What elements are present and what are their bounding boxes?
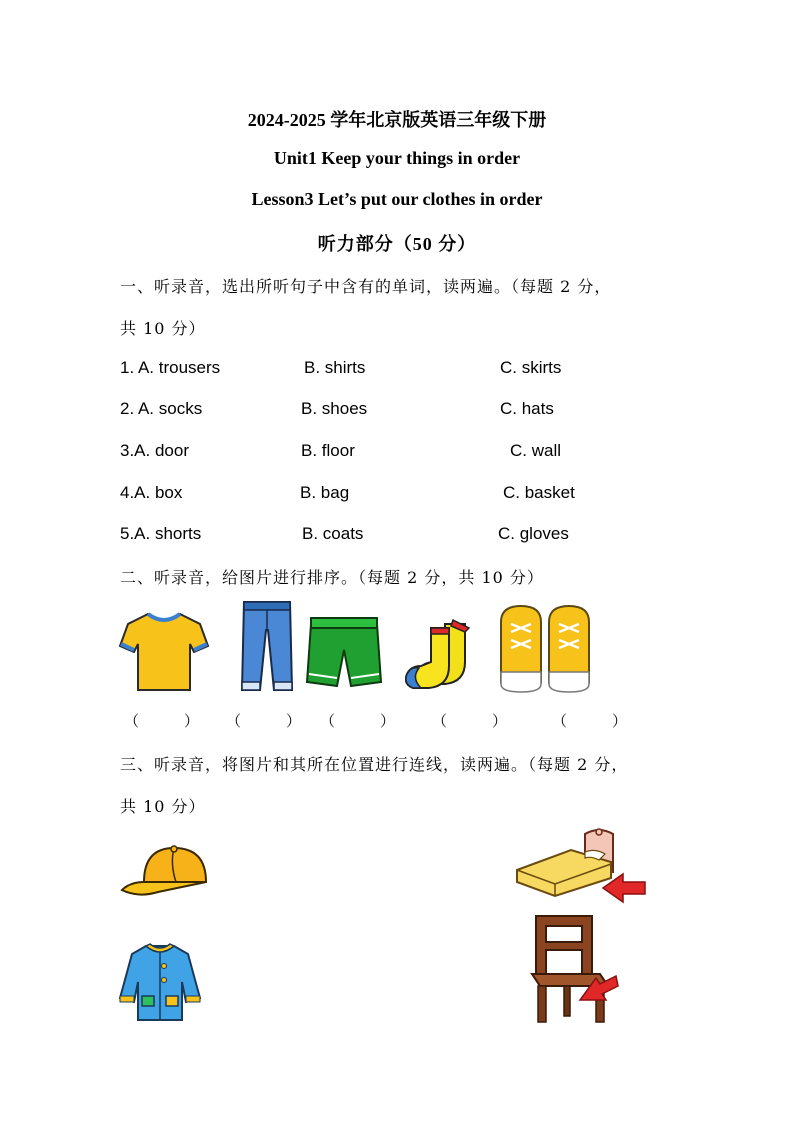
q3-option-b: B. floor bbox=[301, 441, 355, 460]
q5-option-a: 5.A. shorts bbox=[120, 524, 202, 543]
part1-instruction-line1: 一、听录音，选出所听句子中含有的单词，读两遍。（每题 2 分， bbox=[120, 277, 612, 296]
answer-blank-3[interactable]: （ ） bbox=[320, 712, 396, 730]
part2-instruction: 二、听录音，给图片进行排序。（每题 2 分，共 10 分） bbox=[120, 568, 544, 587]
q3-option-a: 3.A. door bbox=[120, 441, 189, 460]
cap-icon[interactable] bbox=[118, 842, 212, 902]
socks-icon bbox=[405, 618, 487, 692]
answer-blank-5[interactable]: （ ） bbox=[552, 712, 628, 730]
answer-blank-1[interactable]: （ ） bbox=[124, 712, 200, 730]
q3-option-c: C. wall bbox=[510, 441, 562, 460]
q4-option-c: C. basket bbox=[503, 483, 575, 502]
jeans-icon bbox=[238, 600, 296, 694]
q5-option-b: B. coats bbox=[302, 524, 364, 543]
q4-option-b: B. bag bbox=[300, 483, 350, 502]
coat-icon[interactable] bbox=[118, 940, 202, 1024]
q4-option-a: 4.A. box bbox=[120, 483, 183, 502]
shorts-icon bbox=[305, 616, 383, 690]
section-title: 听力部分（50 分） bbox=[317, 234, 477, 254]
answer-blank-4[interactable]: （ ） bbox=[432, 712, 508, 730]
lesson-title: Lesson3 Let’s put our clothes in order bbox=[251, 189, 543, 209]
q1-option-c: C. skirts bbox=[500, 358, 562, 377]
part1-instruction-line2: 共 10 分） bbox=[120, 319, 206, 338]
q1-option-b: B. shirts bbox=[304, 358, 366, 377]
chair-icon[interactable] bbox=[530, 914, 626, 1024]
q2-option-a: 2. A. socks bbox=[120, 399, 203, 418]
part3-instruction-line1: 三、听录音，将图片和其所在位置进行连线，读两遍。（每题 2 分， bbox=[120, 755, 629, 774]
sneakers-icon bbox=[497, 602, 593, 694]
q5-option-c: C. gloves bbox=[498, 524, 569, 543]
q2-option-b: B. shoes bbox=[301, 399, 368, 418]
answer-blank-2[interactable]: （ ） bbox=[226, 712, 302, 730]
bed-icon[interactable] bbox=[515, 826, 647, 906]
q2-option-c: C. hats bbox=[500, 399, 554, 418]
part3-instruction-line2: 共 10 分） bbox=[120, 797, 206, 816]
q1-option-a: 1. A. trousers bbox=[120, 358, 221, 377]
unit-title: Unit1 Keep your things in order bbox=[273, 148, 521, 168]
worksheet-title: 2024-2025 学年北京版英语三年级下册 bbox=[247, 110, 547, 130]
tshirt-icon bbox=[118, 610, 210, 694]
